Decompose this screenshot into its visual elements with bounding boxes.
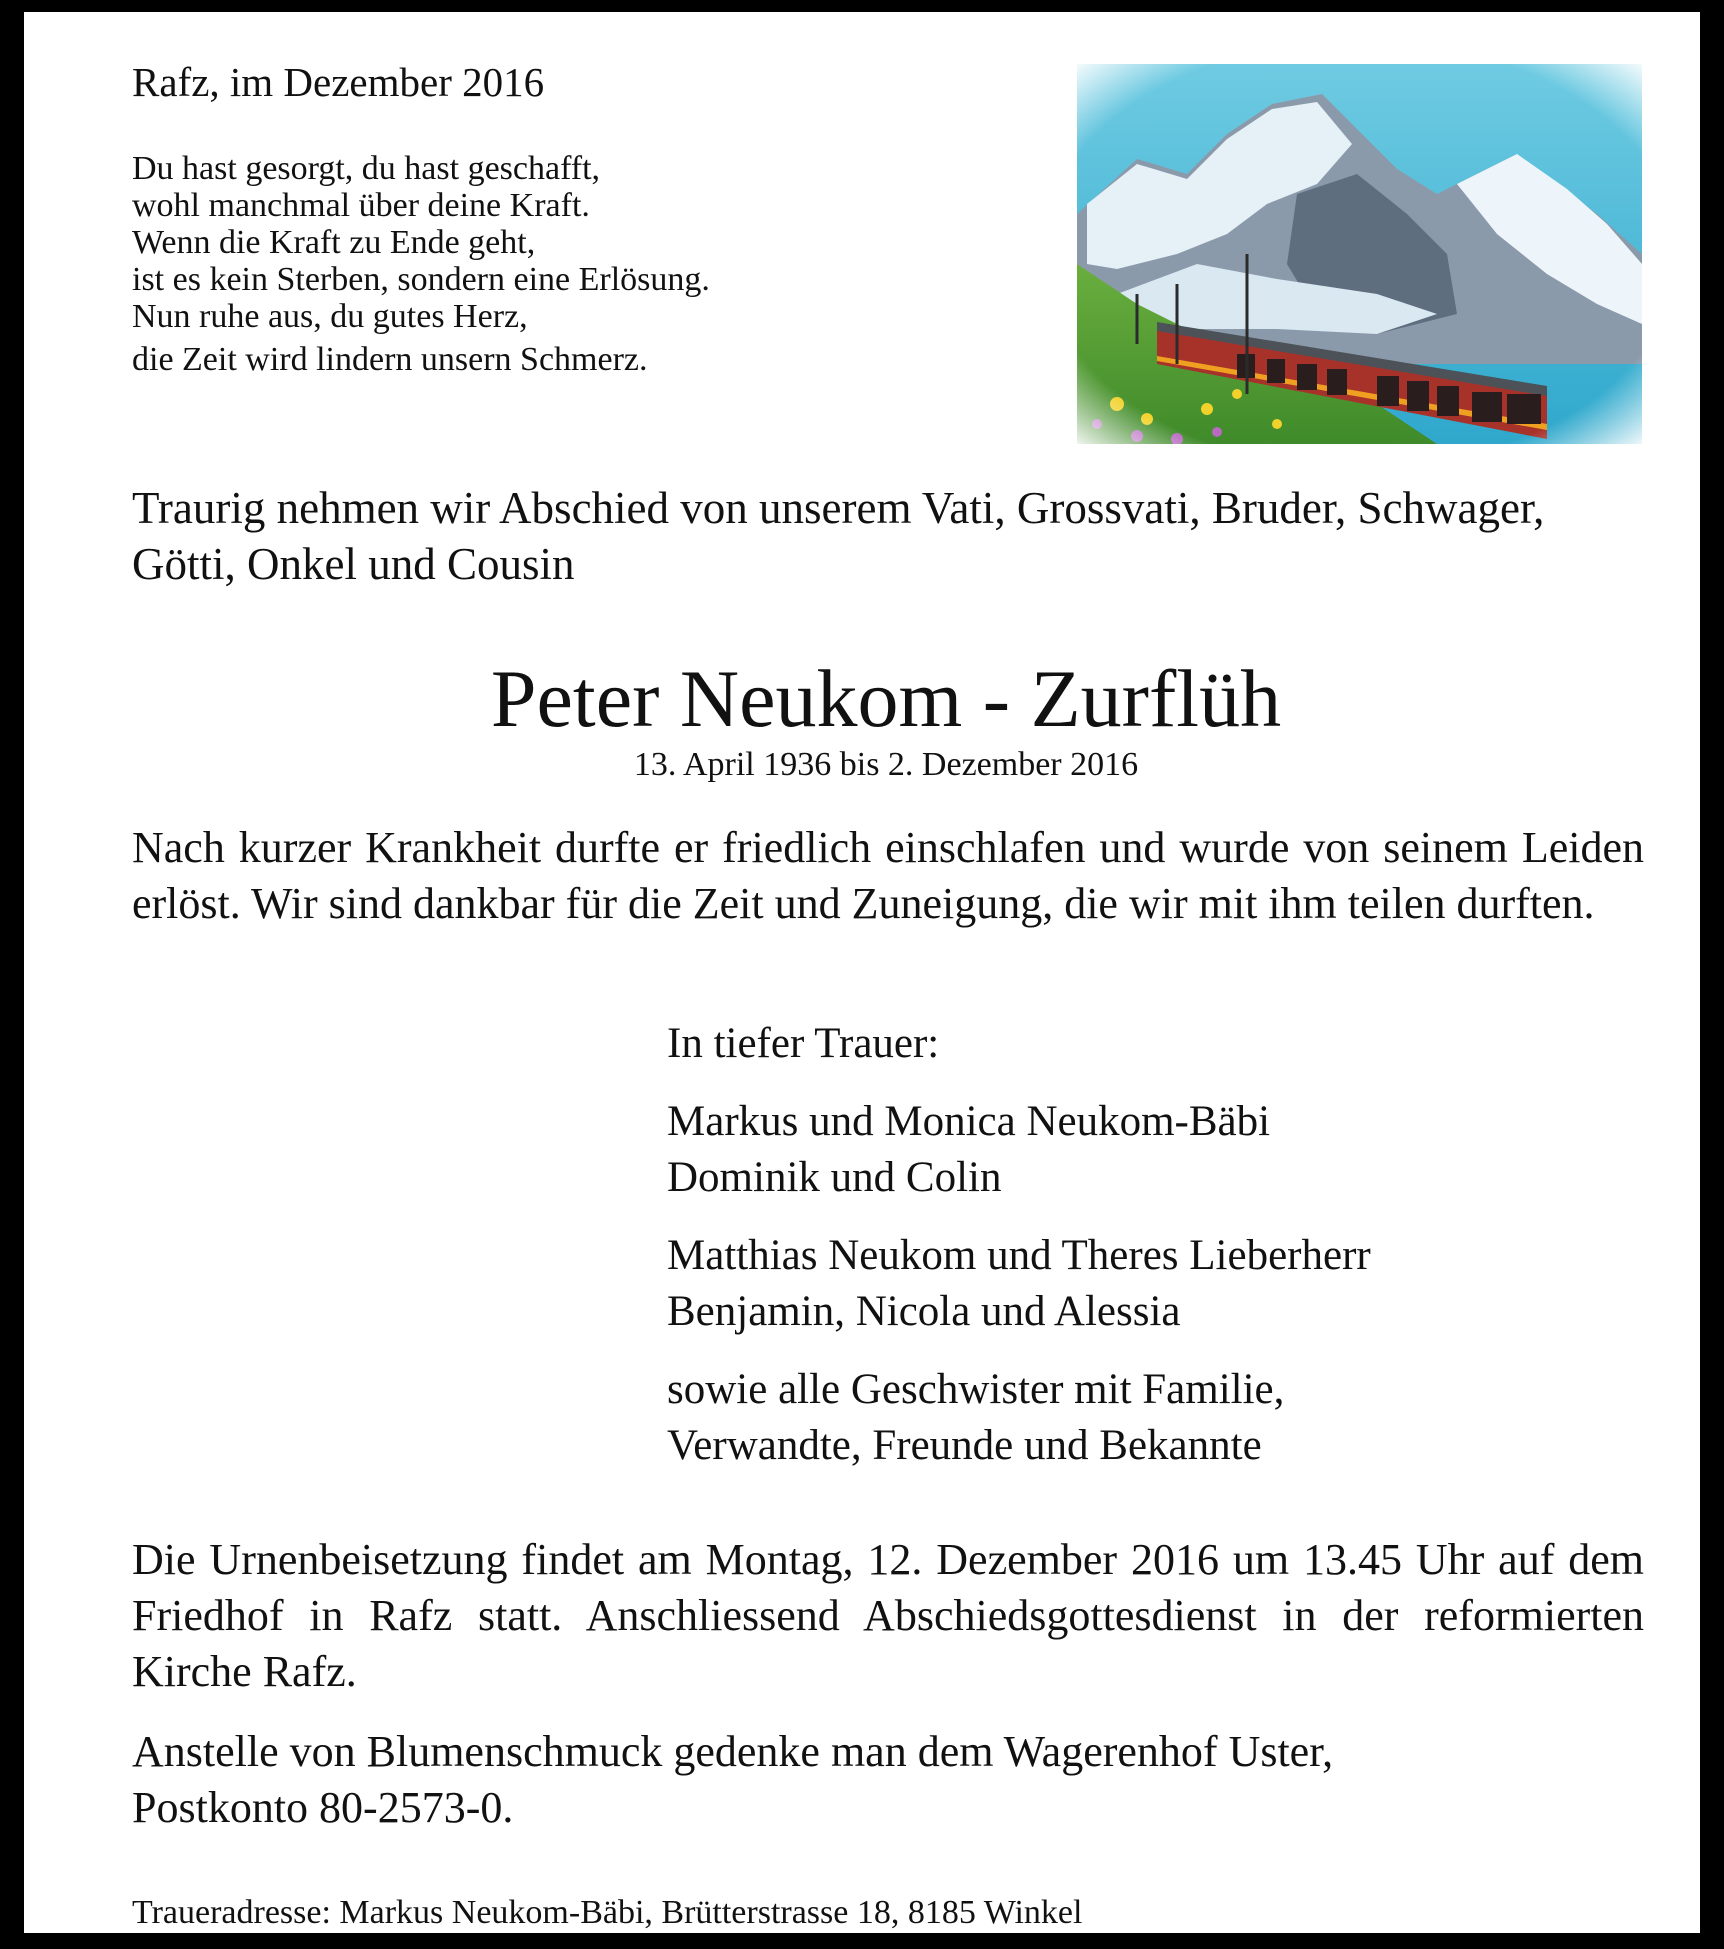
deceased-name: Peter Neukom - Zurflüh xyxy=(490,653,1282,744)
poem-line: wohl manchmal über deine Kraft. xyxy=(132,187,590,224)
mountain-train-image xyxy=(1077,64,1642,444)
poem-line: die Zeit wird lindern unsern Schmerz. xyxy=(132,341,648,378)
donation-line: Anstelle von Blumenschmuck gedenke man dem Wagerenhof Uster, xyxy=(132,1727,1334,1776)
dateline: Rafz, im Dezember 2016 xyxy=(132,59,545,105)
poem-line: ist es kein Sterben, sondern eine Erlösung. xyxy=(132,261,710,298)
mourner-group xyxy=(667,1228,1371,1340)
paragraph-passing: Nach kurzer Krankheit durfte er friedlich einschlafen und wurde von seinem Leiden erlöst. Wir sind dankbar für die Zeit und Zuneigung, die wir mit ihm teilen durften. xyxy=(132,823,1644,928)
paragraph-funeral: Die Urnenbeisetzung findet am Montag, 12. Dezember 2016 um 13.45 Uhr auf dem Friedhof in Rafz statt. Anschliessend Abschiedsgottesdienst in der reformierten Kirche Rafz. xyxy=(132,1535,1644,1696)
life-dates: 13. April 1936 bis 2. Dezember 2016 xyxy=(633,746,1139,783)
mountain-train-photo xyxy=(1077,64,1642,444)
donation-line: Postkonto 80-2573-0. xyxy=(132,1783,514,1832)
intro-text xyxy=(132,480,1544,592)
poem-line: Wenn die Kraft zu Ende geht, xyxy=(132,224,536,261)
vignette xyxy=(1077,64,1642,444)
mourner-line: Markus und Monica Neukom-Bäbi xyxy=(667,1098,1271,1145)
mourner-line: Matthias Neukom und Theres Lieberherr xyxy=(667,1232,1371,1279)
mourning-address: Traueradresse: Markus Neukom-Bäbi, Brütterstrasse 18, 8185 Winkel xyxy=(132,1894,1083,1931)
mourner-line: Dominik und Colin xyxy=(667,1154,1002,1201)
mourner-group xyxy=(667,1094,1270,1206)
paragraph-donation xyxy=(132,1724,1644,1836)
mourners-heading: In tiefer Trauer: xyxy=(667,1020,940,1067)
mourner-group xyxy=(667,1362,1284,1474)
intro-line: Traurig nehmen wir Abschied von unserem Vati, Grossvati, Bruder, Schwager, xyxy=(132,483,1545,533)
intro-line: Götti, Onkel und Cousin xyxy=(132,539,575,589)
mourner-line: sowie alle Geschwister mit Familie, xyxy=(667,1366,1285,1413)
mourner-line: Verwandte, Freunde und Bekannte xyxy=(667,1422,1262,1469)
poem xyxy=(132,150,710,378)
mourner-line: Benjamin, Nicola und Alessia xyxy=(667,1288,1181,1335)
poem-line: Du hast gesorgt, du hast geschafft, xyxy=(132,150,601,187)
poem-line: Nun ruhe aus, du gutes Herz, xyxy=(132,298,528,335)
